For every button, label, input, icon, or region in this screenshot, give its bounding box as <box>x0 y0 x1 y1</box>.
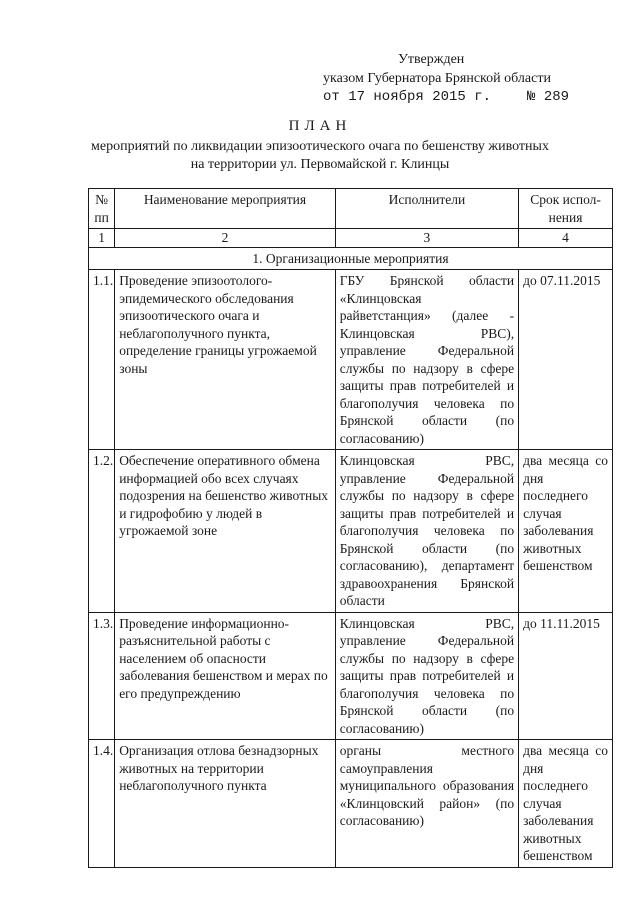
approval-number: № 289 <box>527 89 570 105</box>
table-row <box>89 450 613 613</box>
approval-date: от 17 ноября 2015 г. <box>323 89 492 105</box>
approval-block <box>323 50 569 107</box>
row-number: 1.3. <box>89 612 115 740</box>
row-term: до 11.11.2015 <box>519 612 613 740</box>
row-term: два месяца со дня последнего случая заболевания животных бешенством <box>519 450 613 613</box>
table-row <box>89 740 613 868</box>
row-executors: Клинцовская РВС, управление Федеральной службы по надзору в сфере защиты прав потребителей и благополучия человека по Брянской области (по согласованию), департамент здравоохранения Брянской области <box>335 450 518 613</box>
header-term: Срок испол-нения <box>519 189 613 229</box>
subtitle-line-1: мероприятий по ликвидации эпизоотического очага по бешенству животных <box>91 139 549 154</box>
header-num: № пп <box>89 189 115 229</box>
row-term: два месяца со дня последнего случая заболевания животных бешенством <box>519 740 613 868</box>
table-header-row <box>89 189 613 229</box>
table-row <box>89 612 613 740</box>
section-row <box>89 247 613 270</box>
row-number: 1.1. <box>89 270 115 450</box>
header-executors: Исполнители <box>335 189 518 229</box>
page-title: ПЛАН <box>288 118 352 134</box>
approval-title: Утвержден <box>398 52 465 67</box>
header-name: Наименование мероприятия <box>115 189 336 229</box>
column-number-row <box>89 229 613 248</box>
row-number: 1.2. <box>89 450 115 613</box>
approval-issuer: указом Губернатора Брянской области <box>323 71 551 86</box>
table-row <box>89 270 613 450</box>
plan-table <box>88 188 613 868</box>
column-number: 1 <box>89 229 115 248</box>
row-activity: Проведение эпизоотолого-эпидемического обследования эпизоотического очага и неблагополучного пункта, определение границы угрожаемой зоны <box>115 270 336 450</box>
row-executors: органы местного самоуправления муниципального образования «Клинцовский район» (по согласованию) <box>335 740 518 868</box>
column-number: 4 <box>519 229 613 248</box>
row-activity: Проведение информационно-разъяснительной работы с населением об опасности заболевания бешенством и мерах по его предупреждению <box>115 612 336 740</box>
subtitle-line-2: на территории ул. Первомайской г. Клинцы <box>190 157 450 172</box>
row-term: до 07.11.2015 <box>519 270 613 450</box>
row-activity: Организация отлова безнадзорных животных на территории неблагополучного пункта <box>115 740 336 868</box>
row-activity: Обеспечение оперативного обмена информацией обо всех случаях подозрения на бешенство животных и гидрофобию у людей в угрожаемой зоне <box>115 450 336 613</box>
column-number: 2 <box>115 229 336 248</box>
row-executors: Клинцовская РВС, управление Федеральной службы по надзору в сфере защиты прав потребителей и благополучия человека по Брянской области (по согласованию) <box>335 612 518 740</box>
row-number: 1.4. <box>89 740 115 868</box>
column-number: 3 <box>335 229 518 248</box>
section-title: 1. Организационные мероприятия <box>89 247 613 270</box>
row-executors: ГБУ Брянской области «Клинцовская райветстанция» (далее - Клинцовская РВС), управление Федеральной службы по надзору в сфере защиты прав потребителей и благополучия человека по Брянской области (по согласованию) <box>335 270 518 450</box>
approval-date-line <box>323 88 569 107</box>
